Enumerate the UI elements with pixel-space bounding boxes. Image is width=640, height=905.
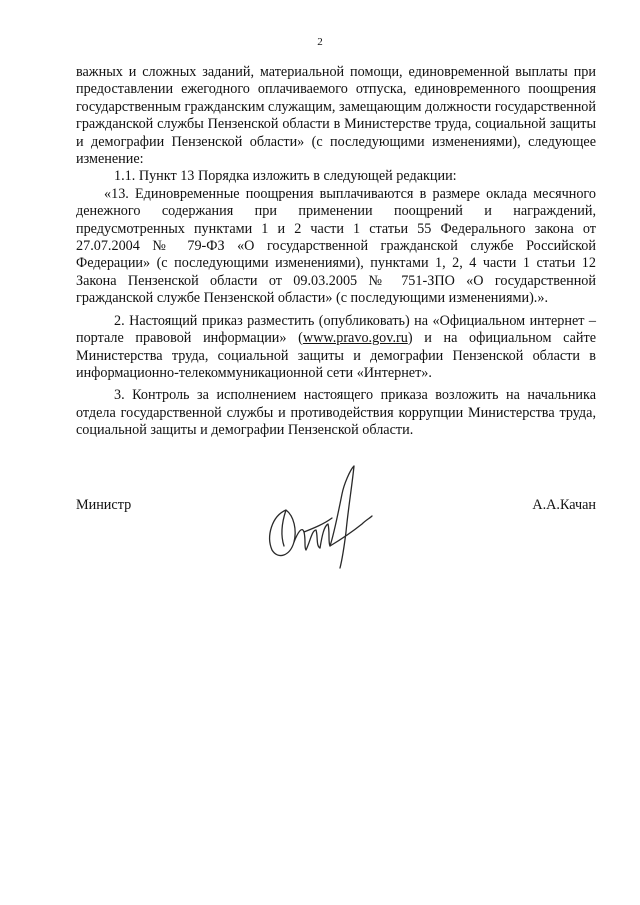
paragraph-2-text-after: ) и на официальном сайте Министерства труда, социальной защиты и демографии Пензенской области в информационно-телекоммуникационной сети «Интернет». (76, 330, 596, 381)
signatory-name: А.А.Качан (532, 497, 596, 513)
handwritten-signature (258, 462, 378, 570)
paragraph-2 (76, 313, 596, 383)
paragraph-2-text-before: 2. Настоящий приказ разместить (опубликовать) на «Официальном интернет – портале правовой информации» ( (76, 312, 596, 347)
paragraph-3: 3. Контроль за исполнением настоящего приказа возложить на начальника отдела государственной службы и противодействия коррупции Министерства труда, социальной защиты и демографии Пензенской области. (76, 387, 596, 439)
document-body (76, 64, 596, 440)
paragraph-continuation: важных и сложных заданий, материальной помощи, единовременной выплаты при предоставлении ежегодного оплачиваемого отпуска, единовременного поощрения государственным гражданским служащим, замещающим должности государственной гражданской службы Пензенской области в Министерстве труда, социальной защиты и демографии Пензенской области» (с последующими изменениями), следующее изменение: (76, 64, 596, 168)
pravo-link[interactable]: www.pravo.gov.ru (302, 330, 408, 347)
signatory-title: Министр (76, 497, 132, 513)
paragraph-quote-13: «13. Единовременные поощрения выплачиваются в размере оклада месячного денежного содержания при применении поощрений и награждений, предусмотренных пунктами 1 и 2 части 1 статьи 55 Федерального закона от 27.07.2004 № 79-ФЗ «О государственной гражданской службе Российской Федерации» (с последующими изменениями), пунктами 1, 2, 4 части 1 статьи 12 Закона Пензенской области от 09.03.2005 № 751-ЗПО «О государственной гражданской службе Пензенской области» (с последующими изменениями).». (76, 185, 596, 307)
paragraph-1-1: 1.1. Пункт 13 Порядка изложить в следующей редакции: (114, 168, 457, 185)
page-number: 2 (317, 36, 323, 48)
